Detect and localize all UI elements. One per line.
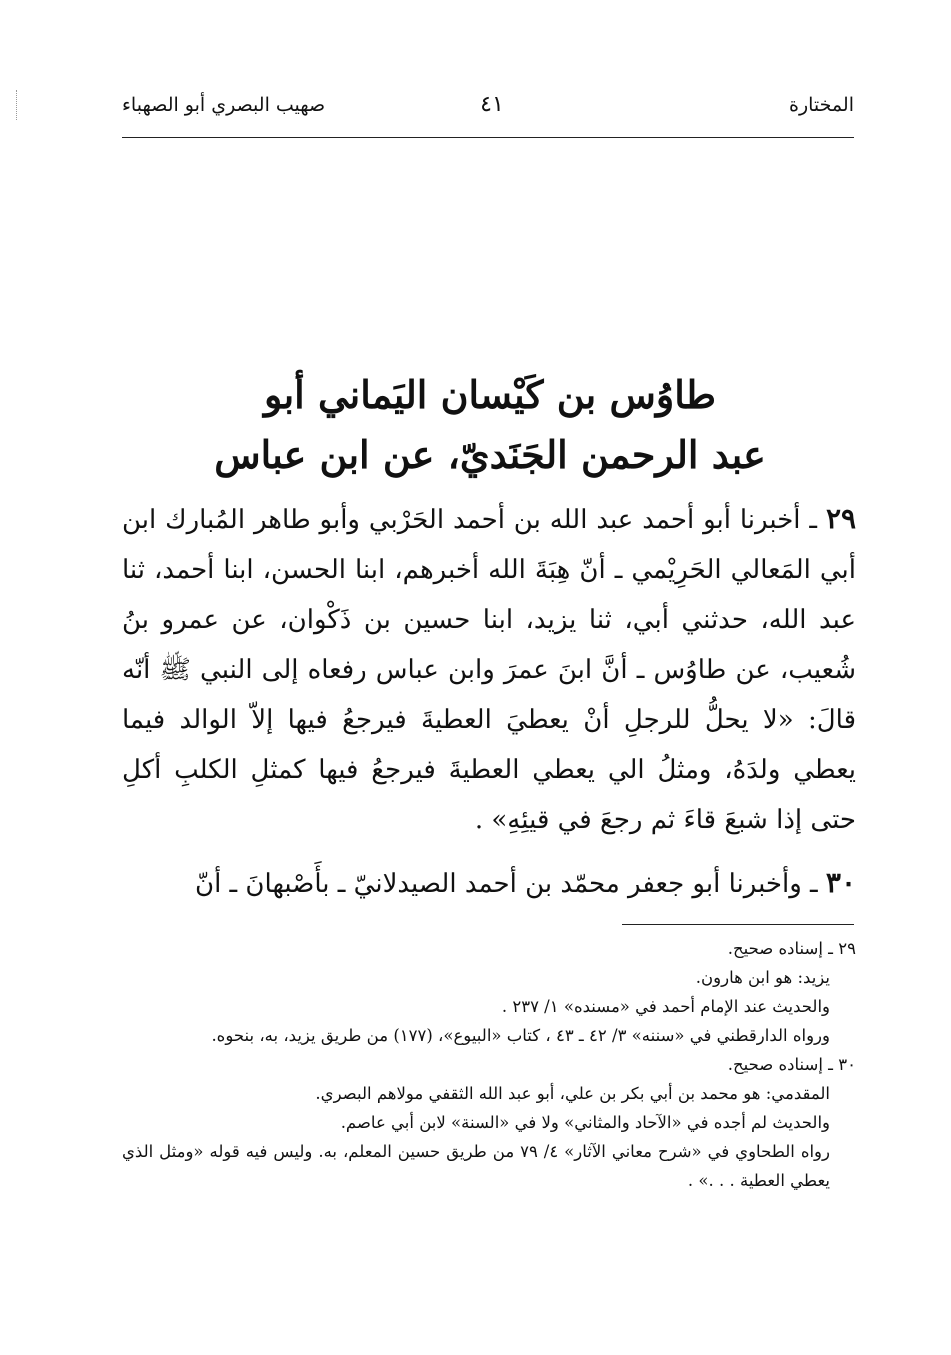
section-title-line-2: عبد الرحمن الجَنَديّ، عن ابن عباس <box>214 432 766 477</box>
footnote-line: ٣٠ ـ إسناده صحيح. <box>727 1055 856 1074</box>
hadith-29-paragraph <box>122 494 856 845</box>
page-number: ٤١ <box>480 92 504 117</box>
hadith-30-paragraph <box>122 858 856 909</box>
section-title-line-1: طاوُس بن كَيْسان اليَماني أبو <box>263 372 717 417</box>
hadith-30-text: ـ وأخبرنا أبو جعفر محمّد بن أحمد الصيدلانيّ ـ بأَصْبهانَ ـ أنّ <box>194 869 818 899</box>
running-header <box>122 88 854 128</box>
hadith-29-isnad: ـ أخبرنا أبو أحمد عبد الله بن أحمد الحَرْبي وأبو طاهر المُبارك ابن أبي المَعالي الحَرِيْمي ـ أنّ هِبَةَ الله أخبرهم، ابنا الحسن، ابنا أحمد، ثنا عبد الله، حدثني أبي، ثنا يزيد، ابنا حسين بن ذَكْوان، عن عمرو بنُ شُعيب، عن طاوُس ـ أنَّ ابنَ عمرَ وابن عباس رفعاه إلى النبي ﷺ أنّه قالَ: <box>122 505 857 735</box>
footnote-rule <box>622 924 854 925</box>
footnotes <box>122 934 856 1195</box>
footnote-line: والحديث عند الإمام أحمد في «مسنده» ١/ ٢٣٧ . <box>501 997 830 1016</box>
footnote-line: المقدمي: هو محمد بن أبي بكر بن علي، أبو عبد الله الثقفي مولاهم البصري. <box>315 1084 830 1103</box>
footnote-line: ورواه الدارقطني في «سننه» ٣/ ٤٢ ـ ٤٣ ، كتاب «البيوع»، (١٧٧) من طريق يزيد، به، بنحوه. <box>211 1026 830 1045</box>
footnote-line: ٢٩ ـ إسناده صحيح. <box>727 939 856 958</box>
footnote-line: يزيد: هو ابن هارون. <box>695 968 830 987</box>
header-rule <box>122 137 854 138</box>
header-chapter: صهيب البصري أبو الصهباء <box>122 94 326 116</box>
hadith-29-matn: «لا يحلُّ للرجلِ أنْ يعطيَ العطيةَ فيرجعُ فيها إلاّ الوالد فيما يعطي ولدَهُ، ومثلُ الي يعطي العطيةَ فيرجعُ فيها كمثلِ الكلبِ أكلِ حتى إذا شبعَ قاءَ ثم رجعَ في قيئِهِ» . <box>122 705 856 835</box>
hadith-30-number: ٣٠ <box>825 866 856 899</box>
footnote-line: رواه الطحاوي في «شرح معاني الآثار» ٤/ ٧٩ من طريق حسين المعلم، به. وليس فيه قوله «ومثل الذي يعطي العطية . . .» . <box>122 1142 830 1190</box>
margin-mark <box>16 90 20 120</box>
footnote-line: والحديث لم أجده في «الآحاد والمثاني» ولا في «السنة» لابن أبي عاصم. <box>340 1113 830 1132</box>
header-book-title: المختارة <box>789 94 854 116</box>
hadith-29-number: ٢٩ <box>825 502 857 535</box>
